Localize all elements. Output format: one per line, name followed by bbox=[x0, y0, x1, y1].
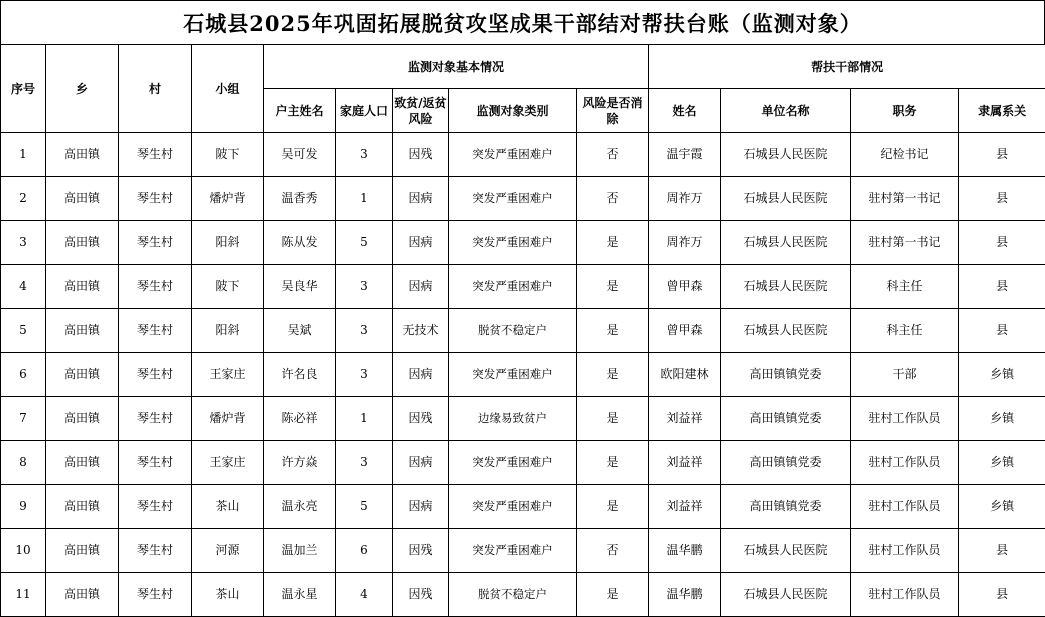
cell-helper-name: 周祚万 bbox=[649, 221, 721, 265]
cell-affiliation: 县 bbox=[959, 221, 1045, 265]
table-row bbox=[1, 573, 1045, 617]
ledger-table bbox=[0, 44, 1045, 617]
cell-position: 科主任 bbox=[851, 265, 959, 309]
cell-seq: 3 bbox=[1, 221, 46, 265]
header-monitor-group: 监测对象基本情况 bbox=[264, 45, 649, 89]
cell-unit: 石城县人民医院 bbox=[721, 177, 851, 221]
cell-unit: 石城县人民医院 bbox=[721, 265, 851, 309]
cell-affiliation: 县 bbox=[959, 265, 1045, 309]
cell-affiliation: 县 bbox=[959, 309, 1045, 353]
cell-village: 琴生村 bbox=[119, 485, 192, 529]
cell-village: 琴生村 bbox=[119, 573, 192, 617]
header-family-size: 家庭人口 bbox=[336, 89, 393, 133]
cell-risk: 因病 bbox=[393, 221, 449, 265]
cell-family-size: 1 bbox=[336, 177, 393, 221]
cell-unit: 石城县人民医院 bbox=[721, 221, 851, 265]
cell-affiliation: 县 bbox=[959, 573, 1045, 617]
cell-helper-name: 曾甲森 bbox=[649, 265, 721, 309]
cell-helper-name: 温华鹏 bbox=[649, 573, 721, 617]
cell-household-head: 吴斌 bbox=[264, 309, 336, 353]
table-row bbox=[1, 133, 1045, 177]
cell-risk: 无技术 bbox=[393, 309, 449, 353]
cell-position: 驻村工作队员 bbox=[851, 485, 959, 529]
cell-group: 茶山 bbox=[192, 485, 264, 529]
cell-position: 科主任 bbox=[851, 309, 959, 353]
cell-household-head: 温永星 bbox=[264, 573, 336, 617]
cell-risk-cleared: 是 bbox=[577, 573, 649, 617]
cell-risk-cleared: 是 bbox=[577, 485, 649, 529]
cell-unit: 石城县人民医院 bbox=[721, 573, 851, 617]
cell-risk: 因病 bbox=[393, 441, 449, 485]
cell-family-size: 5 bbox=[336, 221, 393, 265]
cell-group: 陂下 bbox=[192, 133, 264, 177]
cell-township: 高田镇 bbox=[46, 573, 119, 617]
header-household-head: 户主姓名 bbox=[264, 89, 336, 133]
cell-position: 驻村工作队员 bbox=[851, 529, 959, 573]
table-row bbox=[1, 221, 1045, 265]
cell-family-size: 1 bbox=[336, 397, 393, 441]
cell-risk: 因病 bbox=[393, 353, 449, 397]
cell-village: 琴生村 bbox=[119, 441, 192, 485]
cell-risk-cleared: 否 bbox=[577, 529, 649, 573]
cell-family-size: 5 bbox=[336, 485, 393, 529]
cell-position: 纪检书记 bbox=[851, 133, 959, 177]
cell-helper-name: 温华鹏 bbox=[649, 529, 721, 573]
cell-position: 干部 bbox=[851, 353, 959, 397]
cell-township: 高田镇 bbox=[46, 265, 119, 309]
table-body bbox=[1, 133, 1045, 617]
cell-group: 阳斜 bbox=[192, 309, 264, 353]
cell-risk: 因残 bbox=[393, 529, 449, 573]
cell-risk-cleared: 是 bbox=[577, 353, 649, 397]
cell-family-size: 3 bbox=[336, 309, 393, 353]
cell-unit: 高田镇镇党委 bbox=[721, 441, 851, 485]
cell-category: 突发严重困难户 bbox=[449, 265, 577, 309]
table-row bbox=[1, 529, 1045, 573]
cell-helper-name: 刘益祥 bbox=[649, 485, 721, 529]
header-helper-name: 姓名 bbox=[649, 89, 721, 133]
cell-group: 王家庄 bbox=[192, 353, 264, 397]
cell-unit: 石城县人民医院 bbox=[721, 133, 851, 177]
cell-household-head: 陈从发 bbox=[264, 221, 336, 265]
cell-township: 高田镇 bbox=[46, 441, 119, 485]
cell-risk: 因残 bbox=[393, 397, 449, 441]
cell-unit: 石城县人民医院 bbox=[721, 309, 851, 353]
table-row bbox=[1, 177, 1045, 221]
cell-risk: 因病 bbox=[393, 485, 449, 529]
cell-helper-name: 欧阳建林 bbox=[649, 353, 721, 397]
cell-family-size: 3 bbox=[336, 353, 393, 397]
cell-seq: 5 bbox=[1, 309, 46, 353]
header-category: 监测对象类别 bbox=[449, 89, 577, 133]
cell-township: 高田镇 bbox=[46, 177, 119, 221]
table-row bbox=[1, 309, 1045, 353]
table-header bbox=[1, 45, 1045, 133]
table-row bbox=[1, 353, 1045, 397]
cell-seq: 11 bbox=[1, 573, 46, 617]
cell-category: 突发严重困难户 bbox=[449, 529, 577, 573]
cell-category: 突发严重困难户 bbox=[449, 485, 577, 529]
cell-category: 突发严重困难户 bbox=[449, 221, 577, 265]
header-village: 村 bbox=[119, 45, 192, 133]
header-township: 乡 bbox=[46, 45, 119, 133]
cell-group: 茶山 bbox=[192, 573, 264, 617]
cell-village: 琴生村 bbox=[119, 177, 192, 221]
cell-category: 突发严重困难户 bbox=[449, 133, 577, 177]
cell-risk-cleared: 否 bbox=[577, 177, 649, 221]
cell-family-size: 3 bbox=[336, 441, 393, 485]
cell-village: 琴生村 bbox=[119, 529, 192, 573]
cell-household-head: 温加兰 bbox=[264, 529, 336, 573]
header-risk: 致贫/返贫风险 bbox=[393, 89, 449, 133]
cell-affiliation: 县 bbox=[959, 177, 1045, 221]
header-seq: 序号 bbox=[1, 45, 46, 133]
cell-township: 高田镇 bbox=[46, 529, 119, 573]
cell-affiliation: 县 bbox=[959, 529, 1045, 573]
cell-household-head: 吴良华 bbox=[264, 265, 336, 309]
cell-seq: 8 bbox=[1, 441, 46, 485]
header-unit: 单位名称 bbox=[721, 89, 851, 133]
cell-group: 燔炉背 bbox=[192, 177, 264, 221]
cell-household-head: 陈必祥 bbox=[264, 397, 336, 441]
cell-seq: 7 bbox=[1, 397, 46, 441]
cell-seq: 6 bbox=[1, 353, 46, 397]
cell-family-size: 6 bbox=[336, 529, 393, 573]
cell-township: 高田镇 bbox=[46, 397, 119, 441]
cell-risk-cleared: 是 bbox=[577, 397, 649, 441]
header-risk-cleared: 风险是否消除 bbox=[577, 89, 649, 133]
cell-category: 突发严重困难户 bbox=[449, 441, 577, 485]
cell-group: 河源 bbox=[192, 529, 264, 573]
cell-category: 脱贫不稳定户 bbox=[449, 309, 577, 353]
table-row bbox=[1, 397, 1045, 441]
cell-seq: 2 bbox=[1, 177, 46, 221]
cell-group: 燔炉背 bbox=[192, 397, 264, 441]
cell-household-head: 许方焱 bbox=[264, 441, 336, 485]
cell-village: 琴生村 bbox=[119, 265, 192, 309]
cell-household-head: 许名良 bbox=[264, 353, 336, 397]
header-helper-group: 帮扶干部情况 bbox=[649, 45, 1045, 89]
cell-helper-name: 刘益祥 bbox=[649, 441, 721, 485]
cell-village: 琴生村 bbox=[119, 221, 192, 265]
cell-group: 阳斜 bbox=[192, 221, 264, 265]
cell-seq: 1 bbox=[1, 133, 46, 177]
cell-unit: 石城县人民医院 bbox=[721, 529, 851, 573]
cell-category: 突发严重困难户 bbox=[449, 177, 577, 221]
table-row bbox=[1, 485, 1045, 529]
cell-family-size: 3 bbox=[336, 133, 393, 177]
cell-unit: 高田镇镇党委 bbox=[721, 353, 851, 397]
cell-group: 王家庄 bbox=[192, 441, 264, 485]
cell-category: 边缘易致贫户 bbox=[449, 397, 577, 441]
cell-risk-cleared: 否 bbox=[577, 133, 649, 177]
cell-family-size: 4 bbox=[336, 573, 393, 617]
cell-affiliation: 乡镇 bbox=[959, 485, 1045, 529]
cell-seq: 4 bbox=[1, 265, 46, 309]
cell-township: 高田镇 bbox=[46, 309, 119, 353]
cell-household-head: 吴可发 bbox=[264, 133, 336, 177]
cell-affiliation: 乡镇 bbox=[959, 353, 1045, 397]
cell-position: 驻村工作队员 bbox=[851, 573, 959, 617]
cell-risk: 因病 bbox=[393, 177, 449, 221]
cell-unit: 高田镇镇党委 bbox=[721, 397, 851, 441]
cell-risk-cleared: 是 bbox=[577, 441, 649, 485]
cell-position: 驻村工作队员 bbox=[851, 441, 959, 485]
cell-township: 高田镇 bbox=[46, 353, 119, 397]
cell-household-head: 温永亮 bbox=[264, 485, 336, 529]
cell-position: 驻村第一书记 bbox=[851, 221, 959, 265]
cell-category: 突发严重困难户 bbox=[449, 353, 577, 397]
header-position: 职务 bbox=[851, 89, 959, 133]
cell-family-size: 3 bbox=[336, 265, 393, 309]
cell-village: 琴生村 bbox=[119, 353, 192, 397]
cell-position: 驻村第一书记 bbox=[851, 177, 959, 221]
cell-helper-name: 刘益祥 bbox=[649, 397, 721, 441]
cell-risk-cleared: 是 bbox=[577, 265, 649, 309]
cell-seq: 10 bbox=[1, 529, 46, 573]
cell-helper-name: 周祚万 bbox=[649, 177, 721, 221]
cell-household-head: 温香秀 bbox=[264, 177, 336, 221]
table-row bbox=[1, 441, 1045, 485]
cell-group: 陂下 bbox=[192, 265, 264, 309]
cell-seq: 9 bbox=[1, 485, 46, 529]
cell-risk-cleared: 是 bbox=[577, 309, 649, 353]
cell-unit: 高田镇镇党委 bbox=[721, 485, 851, 529]
header-affiliation: 隶属系关 bbox=[959, 89, 1045, 133]
page-title: 石城县2025年巩固拓展脱贫攻坚成果干部结对帮扶台账（监测对象） bbox=[0, 0, 1045, 44]
cell-village: 琴生村 bbox=[119, 309, 192, 353]
cell-village: 琴生村 bbox=[119, 397, 192, 441]
header-group: 小组 bbox=[192, 45, 264, 133]
cell-affiliation: 乡镇 bbox=[959, 397, 1045, 441]
cell-helper-name: 曾甲森 bbox=[649, 309, 721, 353]
table-row bbox=[1, 265, 1045, 309]
cell-risk: 因病 bbox=[393, 265, 449, 309]
cell-risk-cleared: 是 bbox=[577, 221, 649, 265]
cell-affiliation: 县 bbox=[959, 133, 1045, 177]
cell-position: 驻村工作队员 bbox=[851, 397, 959, 441]
cell-affiliation: 乡镇 bbox=[959, 441, 1045, 485]
cell-village: 琴生村 bbox=[119, 133, 192, 177]
cell-township: 高田镇 bbox=[46, 485, 119, 529]
cell-helper-name: 温宇霞 bbox=[649, 133, 721, 177]
cell-category: 脱贫不稳定户 bbox=[449, 573, 577, 617]
cell-risk: 因残 bbox=[393, 133, 449, 177]
cell-township: 高田镇 bbox=[46, 221, 119, 265]
cell-risk: 因残 bbox=[393, 573, 449, 617]
cell-township: 高田镇 bbox=[46, 133, 119, 177]
